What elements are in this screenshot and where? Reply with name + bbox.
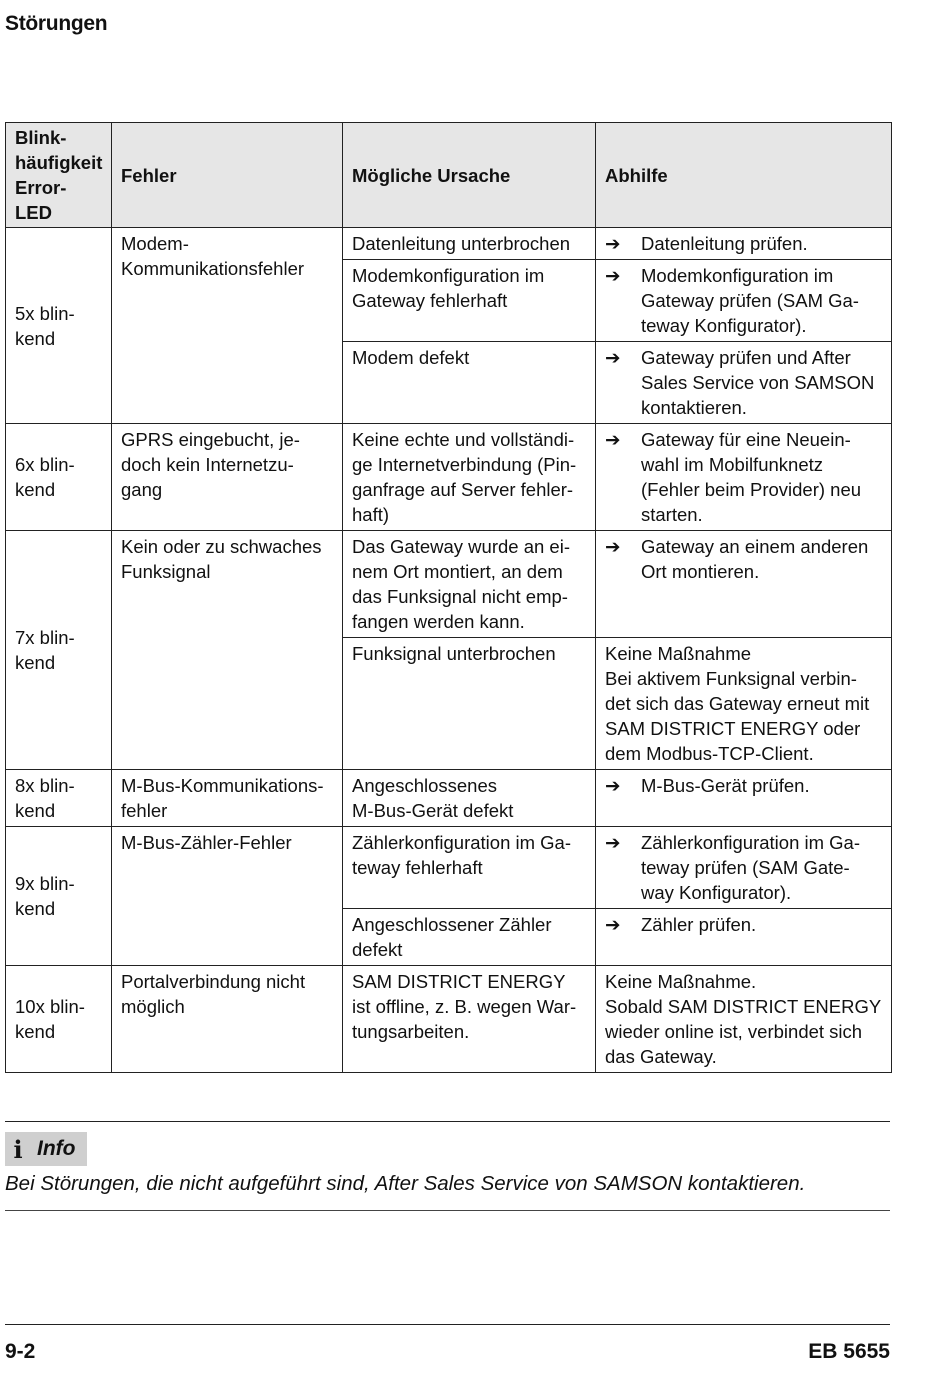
remedy-cell [596,531,892,638]
remedy-action [605,534,882,584]
header-blink-frequency: Blink- häufigkeit Error-LED [6,123,112,228]
section-title: Störungen [5,12,108,35]
remedy-cell [596,638,892,770]
header-fault: Fehler [112,123,343,228]
remedy-text: Gateway für eine Neuein-wahl im Mobilfunknetz (Fehler beim Provider) neu starten. [641,429,862,525]
table-row [6,531,892,638]
arrow-right-icon: ➔ [605,775,621,796]
cause-cell: Funksignal unterbrochen [343,638,596,770]
arrow-right-icon: ➔ [605,536,621,557]
blink-frequency-cell: 8x blin- kend [6,770,112,827]
footer-rule [5,1324,890,1325]
cause-cell: Angeschlossenes M-Bus-Gerät defekt [343,770,596,827]
fault-cell: Portalverbindung nicht möglich [112,966,343,1073]
table-row [6,424,892,531]
remedy-text: Modemkonfiguration im Gateway prüfen (SAM Ga-teway Konfigurator). [641,265,859,336]
remedy-cell [596,424,892,531]
table-row [6,228,892,260]
cause-cell: Keine echte und vollständi-ge Internetverbindung (Pin-ganfrage auf Server fehler-haft) [343,424,596,531]
fault-cell: M-Bus-Zähler-Fehler [112,827,343,966]
remedy-action [605,231,882,256]
cause-cell: Zählerkonfiguration im Ga-teway fehlerhaft [343,827,596,909]
page-number: 9-2 [5,1340,36,1363]
remedy-action [605,912,882,937]
fault-cell: GPRS eingebucht, je-doch kein Internetzu-gang [112,424,343,531]
remedy-cell [596,228,892,260]
cause-cell: Angeschlossener Zähler defekt [343,909,596,966]
arrow-right-icon: ➔ [605,265,621,286]
blink-frequency-cell: 6x blin- kend [6,424,112,531]
arrow-right-icon: ➔ [605,347,621,368]
remedy-action [605,773,882,798]
fault-cell: Modem- Kommunikationsfehler [112,228,343,424]
fault-cell: M-Bus-Kommunikations-fehler [112,770,343,827]
cause-cell: Datenleitung unterbrochen [343,228,596,260]
remedy-cell [596,909,892,966]
header-row [6,123,892,228]
remedy-cell [596,827,892,909]
info-top-rule [5,1121,890,1122]
arrow-right-icon: ➔ [605,832,621,853]
remedy-action [605,345,882,420]
header-cause: Mögliche Ursache [343,123,596,228]
fault-table [5,122,892,1073]
remedy-cell [596,966,892,1073]
info-badge [5,1132,87,1166]
remedy-text: Keine Maßnahme. Sobald SAM DISTRICT ENERGY wieder online ist, verbindet sich das Gateway. [605,971,881,1067]
table-row [6,966,892,1073]
cause-cell: Modemkonfiguration im Gateway fehlerhaft [343,260,596,342]
remedy-cell [596,770,892,827]
remedy-text: Gateway prüfen und After Sales Service von SAMSON kontaktieren. [641,347,875,418]
info-label: Info [37,1137,76,1160]
remedy-text: Zähler prüfen. [641,914,757,935]
arrow-right-icon: ➔ [605,914,621,935]
blink-frequency-cell: 9x blin- kend [6,827,112,966]
remedy-action [605,830,882,905]
table-body [6,228,892,1073]
remedy-text: Gateway an einem anderen Ort montieren. [641,536,869,582]
table-row [6,770,892,827]
fault-cell: Kein oder zu schwaches Funksignal [112,531,343,770]
info-text: Bei Störungen, die nicht aufgeführt sind, After Sales Service von SAMSON kontaktieren. [5,1172,806,1195]
remedy-text: M-Bus-Gerät prüfen. [641,775,810,796]
blink-frequency-cell: 10x blin- kend [6,966,112,1073]
table-row [6,827,892,909]
document-id: EB 5655 [808,1340,890,1363]
cause-cell: Das Gateway wurde an ei-nem Ort montiert, an dem das Funksignal nicht emp-fangen werden kann. [343,531,596,638]
cause-cell: Modem defekt [343,342,596,424]
remedy-cell [596,342,892,424]
remedy-cell [596,260,892,342]
remedy-action [605,427,882,527]
remedy-text: Keine Maßnahme Bei aktivem Funksignal verbin-det sich das Gateway erneut mit SAM DISTRICT ENERGY oder dem Modbus-TCP-Client. [605,643,870,764]
table-header [6,123,892,228]
header-remedy: Abhilfe [596,123,892,228]
remedy-text: Datenleitung prüfen. [641,233,808,254]
cause-cell: SAM DISTRICT ENERGY ist offline, z. B. wegen War-tungsarbeiten. [343,966,596,1073]
remedy-action [605,263,882,338]
blink-frequency-cell: 7x blin- kend [6,531,112,770]
info-icon: i [13,1134,23,1164]
remedy-text: Zählerkonfiguration im Ga-teway prüfen (SAM Gate-way Konfigurator). [641,832,861,903]
arrow-right-icon: ➔ [605,429,621,450]
blink-frequency-cell: 5x blin- kend [6,228,112,424]
arrow-right-icon: ➔ [605,233,621,254]
info-bottom-rule [5,1210,890,1211]
